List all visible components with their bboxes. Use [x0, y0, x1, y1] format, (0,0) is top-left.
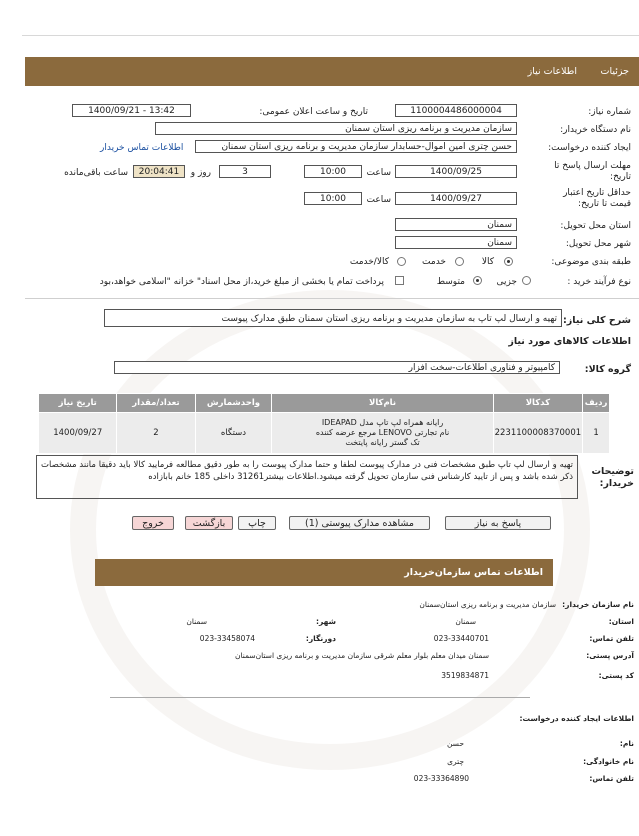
exit-button[interactable]: خروج: [132, 516, 174, 530]
deadline-time-field: 10:00: [304, 165, 362, 178]
announce-label: تاریخ و ساعت اعلان عمومی:: [259, 107, 368, 117]
contact-city: سمنان: [186, 617, 207, 626]
contact-section-header: [95, 559, 553, 586]
cell-unit: دستگاه: [195, 413, 272, 454]
contact-address-label: آدرس پستی:: [586, 651, 634, 660]
creator-last-label: نام خانوادگی:: [583, 757, 634, 766]
purchase-partial-radio[interactable]: [522, 276, 531, 285]
city-field: سمنان: [395, 236, 517, 249]
goods-table-header: [39, 394, 610, 413]
goods-table: [38, 393, 610, 454]
purchase-type-label: نوع فرآیند خرید :: [567, 277, 631, 287]
days-label: روز و: [190, 168, 211, 178]
category-goods-radio[interactable]: [504, 257, 513, 266]
summary-label: شرح کلی نیاز:: [562, 315, 631, 326]
deadline-label: مهلت ارسال پاسخ تا تاریخ:: [554, 161, 631, 182]
creator-label: ایجاد کننده درخواست:: [548, 143, 631, 153]
table-row: [39, 413, 610, 454]
validity-time-label: ساعت: [366, 195, 391, 205]
category-both-radio[interactable]: [397, 257, 406, 266]
treasury-payment-checkbox[interactable]: [395, 276, 404, 285]
buyer-contact-link[interactable]: اطلاعات تماس خریدار: [100, 143, 184, 153]
creator-field: حسن چتری امین اموال-حسابدار سازمان مدیریت و برنامه ریزی استان سمنان: [195, 140, 517, 153]
col-qty: تعداد/مقدار: [117, 394, 195, 413]
remaining-time-field: 20:04:41: [133, 165, 185, 178]
goods-section-title: اطلاعات کالاهای مورد نیاز: [508, 336, 631, 347]
buyer-notes-text: تهیه و ارسال لپ تاپ طبق مشخصات فنی در مدارک پیوست لطفا و حتما مدارک پیوست را به طور دقیق مطالعه فرمایید کالا باید دقیقا مانند مشخصات ذکر شده باشد و پس از تایید کارشناس فنی سازمان تحویل گرفته میشود.اطلاعات بیشتر31261 داخلی 185 خانم بابازاده: [36, 455, 578, 499]
reply-button[interactable]: پاسخ به نیاز: [445, 516, 551, 530]
category-both-label: کالا/خدمت: [349, 257, 389, 267]
cell-qty: 2: [117, 413, 195, 454]
contact-postal-label: کد پستی:: [598, 671, 634, 680]
cell-code: 2231100008370001: [493, 413, 583, 454]
purchase-medium-label: متوسط: [436, 277, 465, 287]
remaining-label: ساعت باقی‌مانده: [64, 168, 128, 178]
validity-time-field: 10:00: [304, 192, 362, 205]
need-number-label: شماره نیاز:: [588, 107, 631, 117]
announce-datetime-field: 1400/09/21 - 13:42: [72, 104, 191, 117]
category-service-radio[interactable]: [455, 257, 464, 266]
creator-phone-label: تلفن تماس:: [589, 774, 634, 783]
contact-section-title: اطلاعات تماس سازمان‌خریدار: [404, 567, 543, 578]
cell-name-line1: رایانه همراه لپ تاپ مدل IDEAPAD: [321, 418, 444, 427]
creator-last: چتری: [447, 757, 464, 766]
contact-postal: 3519834871: [441, 671, 489, 680]
category-service-label: خدمت: [422, 257, 446, 267]
category-goods-label: کالا: [481, 257, 494, 267]
breadcrumb-need-info[interactable]: اطلاعات نیاز: [527, 66, 577, 77]
validity-date-field: 1400/09/27: [395, 192, 517, 205]
creator-section-title: اطلاعات ایجاد کننده درخواست:: [519, 714, 634, 723]
deadline-date-field: 1400/09/25: [395, 165, 517, 178]
province-field: سمنان: [395, 218, 517, 231]
days-field: 3: [219, 165, 271, 178]
goods-group-field: کامپیوتر و فناوری اطلاعات-سخت افزار: [114, 361, 560, 374]
validity-label: حداقل تاریخ اعتبار قیمت تا تاریخ:: [563, 188, 631, 209]
contact-province-label: استان:: [608, 617, 634, 626]
breadcrumb-details[interactable]: جزئیات: [600, 66, 629, 77]
creator-first: حسن: [446, 739, 464, 748]
need-number-field: 1100004486000004: [395, 104, 517, 117]
cell-name-line3: تک گستر رایانه پایتخت: [345, 438, 420, 447]
col-date: تاریخ نیاز: [39, 394, 117, 413]
deadline-time-label: ساعت: [366, 168, 391, 178]
province-label: استان محل تحویل:: [560, 221, 631, 231]
contact-address: سمنان میدان معلم بلوار معلم شرقی سازمان مدیریت و برنامه ریزی استان‌سمنان: [234, 651, 489, 660]
contact-phone: 023-33440701: [433, 634, 489, 643]
divider: [25, 298, 639, 299]
contact-divider: [110, 697, 530, 698]
goods-group-label: گروه کالا:: [584, 364, 631, 375]
city-label: شهر محل تحویل:: [565, 239, 631, 249]
cell-name: [272, 413, 493, 454]
contact-buyer-name: سازمان مدیریت و برنامه ریزی استان‌سمنان: [419, 600, 556, 609]
buyer-label: نام دستگاه خریدار:: [560, 125, 631, 135]
buyer-notes-label: توضیحات خریدار:: [591, 466, 634, 489]
creator-phone: 023-33364890: [413, 774, 469, 783]
contact-buyer-name-label: نام سازمان خریدار:: [562, 600, 634, 609]
category-label: طبقه بندی موضوعی:: [551, 257, 631, 267]
col-name: نام‌کالا: [272, 394, 493, 413]
cell-name-line2: نام تجارتی LENOVO مرجع عرضه کننده: [315, 428, 450, 437]
top-divider: [22, 35, 639, 36]
contact-fax-label: دورنگار:: [305, 634, 336, 643]
purchase-medium-radio[interactable]: [473, 276, 482, 285]
print-button[interactable]: چاپ: [238, 516, 276, 530]
contact-fax: 023-33458074: [199, 634, 255, 643]
view-attachments-button[interactable]: مشاهده مدارک پیوستی (1): [289, 516, 430, 530]
creator-first-label: نام:: [619, 739, 634, 748]
col-unit: واحدشمارش: [195, 394, 272, 413]
treasury-payment-note: پرداخت تمام یا بخشی از مبلغ خرید،از محل اسناد" خزانه "اسلامی خواهد،بود: [99, 277, 384, 287]
col-row: ردیف: [583, 394, 610, 413]
col-code: کدکالا: [493, 394, 583, 413]
contact-city-label: شهر:: [316, 617, 336, 626]
cell-date: 1400/09/27: [39, 413, 117, 454]
contact-phone-label: تلفن تماس:: [589, 634, 634, 643]
back-button[interactable]: بازگشت: [185, 516, 233, 530]
cell-row: 1: [583, 413, 610, 454]
page-header-bar: [25, 57, 639, 86]
buyer-field: سازمان مدیریت و برنامه ریزی استان سمنان: [155, 122, 517, 135]
summary-field: تهیه و ارسال لپ تاپ به سازمان مدیریت و برنامه ریزی استان سمنان طبق مدارک پیوست: [104, 309, 562, 327]
contact-province: سمنان: [455, 617, 476, 626]
purchase-partial-label: جزیی: [496, 277, 517, 287]
